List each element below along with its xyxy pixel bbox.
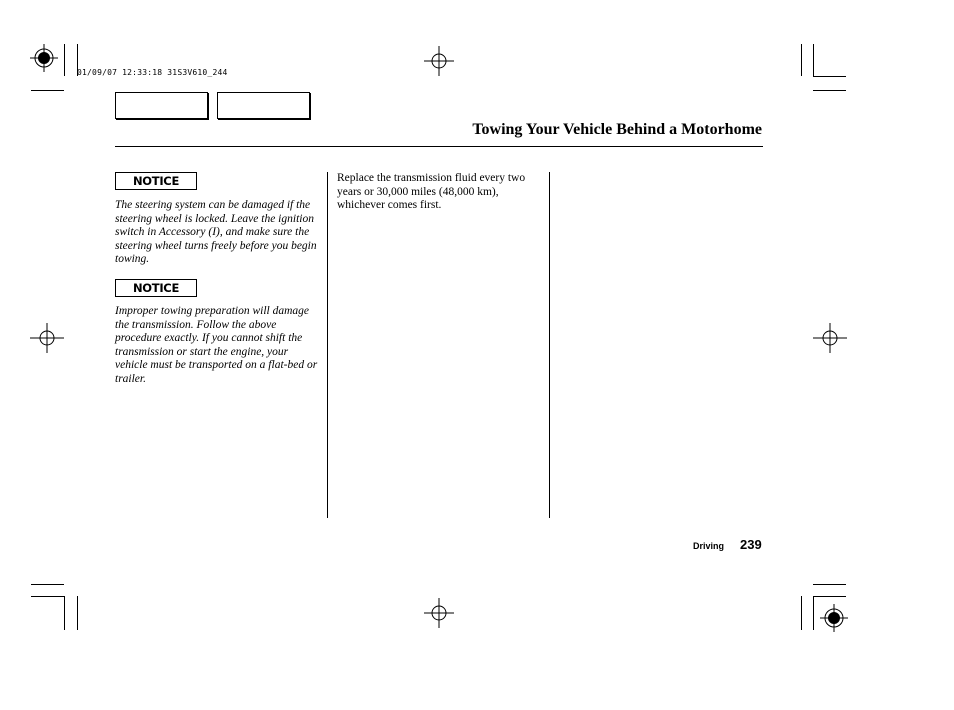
crop-mark [77,596,78,630]
title-rule [115,146,763,147]
notice-text-transmission: Improper towing preparation will damage the transmission. Follow the above procedure exactly. If you cannot shift the transmission or start the engine, your vehicle must be transported on a flat-bed or trailer. [115,305,318,385]
crop-mark [31,596,64,597]
crosshair-icon [28,42,62,76]
crop-mark [813,596,814,630]
header-tab-box [115,92,208,119]
header-tab-box [217,92,310,119]
crosshair-icon [424,598,454,628]
footer-section-name: Driving [693,541,725,551]
crop-mark [813,90,846,91]
crosshair-icon [813,323,847,353]
crop-mark [801,44,802,76]
crop-mark [31,584,64,585]
crop-mark [31,90,64,91]
page-number: 239 [740,537,762,552]
crosshair-icon [818,602,852,636]
crop-mark [813,76,846,77]
crop-mark [801,596,802,630]
notice-label: NOTICE [115,172,197,190]
transmission-fluid-text: Replace the transmission fluid every two years or 30,000 miles (48,000 km), whichever comes first. [337,172,526,211]
crosshair-icon [424,46,454,76]
notice-text-steering: The steering system can be damaged if the steering wheel is locked. Leave the ignition switch in Accessory (I), and make sure the steering wheel turns freely before you begin towing. [115,199,317,265]
column-divider [327,172,328,518]
column-divider [549,172,550,518]
crop-mark [813,44,814,76]
crop-mark [64,596,65,630]
page-title: Towing Your Vehicle Behind a Motorhome [472,121,762,138]
crosshair-icon [30,323,64,353]
notice-label: NOTICE [115,279,197,297]
crop-mark [813,584,846,585]
crop-mark [64,44,65,76]
print-stamp: 01/09/07 12:33:18 31S3V610_244 [77,68,228,77]
crop-mark [813,596,846,597]
